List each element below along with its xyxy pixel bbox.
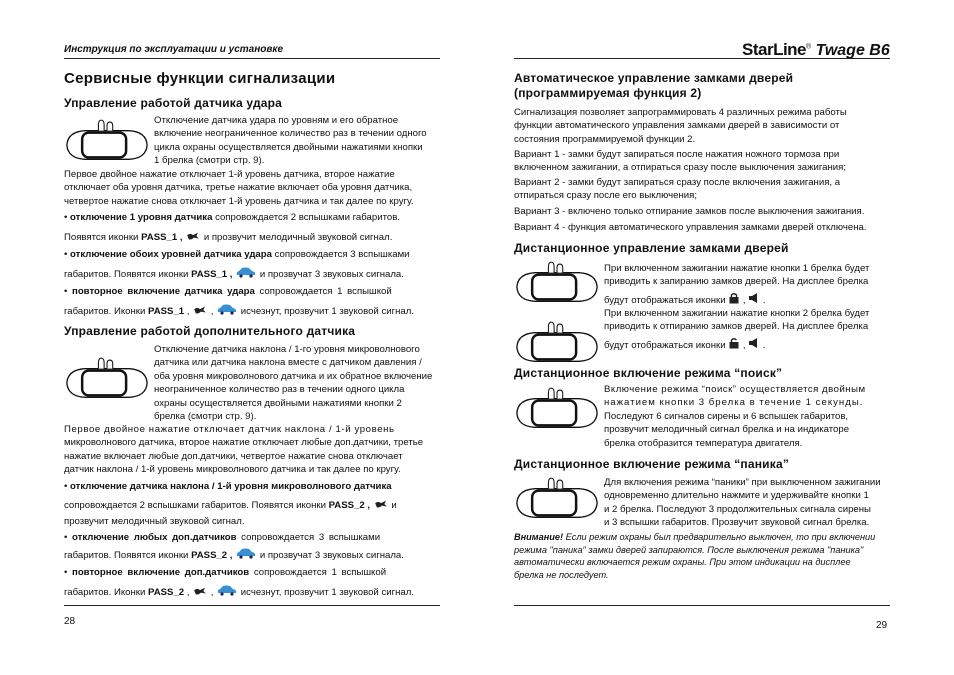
panic-mode-text: Для включения режима “паники” при выключенном зажигании одновременно длительно нажмите и удерживайте кнопки 1 и 2 брелка. Последуют 3 продолжительных сигнала сирены и 3 вспышки габаритов. Прозвучит звуковой сигнал брелка. [604,477,881,529]
hand-icon [192,586,208,596]
search-mode-text: Включение режима “поиск” осуществляется двойным нажатием кнопки 3 брелка в течение 1 секунды. Последуют 6 сигналов сирены и 6 вспышек габаритов, прозвучит мелодичный сигнал брелка и на индикаторе брелка отобразится температура двигателя. [604,384,866,449]
car-icon [216,303,238,315]
extra-bullet-2-line2: габаритов. Появятся иконки PASS_2 , и прозвучат 3 звуковых сигнала. [64,547,404,562]
right-footer-rule [514,605,890,606]
variant-3: Вариант 3 - включено только отпирание замков после выключения зажигания. [514,206,865,217]
key-fob-icon [514,382,600,444]
lock-icons-line: будут отображаться иконки , . [604,292,766,307]
unlock-icons-line: будут отображаться иконки , . [604,337,766,352]
model-name: Twage B6 [815,42,890,59]
key-fob-icon [64,350,150,416]
shock-intro: Отключение датчика удара по уровням и его обратное включение неограниченное количество раз в течении одного цикла охраны осуществляется двойными нажатиями кнопки 1 брелка (смотри стр. 9). [154,115,427,167]
shock-paragraph: Первое двойное нажатие отключает 1-й уровень датчика, второе нажатие отключает оба уровня датчика, третье нажатие включает оба уровня датчика, четвертое нажатие снова отключает 1-й уровень датчика и так далее по кругу. [64,169,414,207]
extra-sensor-heading: Управление работой дополнительного датчика [64,324,356,338]
extra-bullet-1: • отключение датчика наклона / 1-й уровня микроволнового датчика [64,481,392,492]
hand-icon [373,499,389,509]
extra-bullet-3-line2: габаритов. Иконки PASS_2 , , исчезнут, прозвучит 1 звуковой сигнал. [64,584,414,599]
extra-bullet-1-line2: сопровождается 2 вспышками габаритов. Появятся иконки PASS_2 , и [64,500,397,511]
left-footer-rule [64,605,440,606]
shock-bullet-2: • отключение обоих уровней датчика удара сопровождается 3 вспышками [64,249,410,260]
brand-name: StarLine [742,40,807,59]
hand-icon [192,305,208,315]
shock-bullet-3-line2: габаритов. Иконки PASS_1 , , исчезнут, прозвучит 1 звуковой сигнал. [64,303,414,318]
left-header-rule [64,58,440,59]
variant-4: Вариант 4 - функция автоматического управления замками дверей отключена. [514,222,867,233]
lock-text: При включенном зажигании нажатие кнопки 1 брелка будет приводить к запиранию замков дверей. На дисплее брелка [604,263,870,288]
brand-logo [742,40,890,60]
extra-intro: Отключение датчика наклона / 1-го уровня микроволнового датчика или датчика наклона вместе с датчиком давления / оба уровня микроволнового датчика и их обратное включение неограниченное количество раз в течении одного цикла охраны осуществляется двойными нажатиями кнопки 2 брелка (смотри стр. 9). [154,344,433,423]
left-page-number: 28 [64,616,76,627]
right-header-rule [514,58,890,59]
variant-1: Вариант 1 - замки будут запираться после нажатия ножного тормоза при включенном зажигании, а отпираться сразу после выключения зажигания; [514,149,847,174]
key-fob-icon [514,256,600,318]
unlock-text: При включенном зажигании нажатие кнопки 2 брелка будет приводить к отпиранию замков дверей. На дисплее брелка [604,308,870,333]
lock-icon [728,292,740,304]
car-icon [235,266,257,278]
key-fob-icon [514,472,600,534]
shock-sensor-heading: Управление работой датчика удара [64,96,283,110]
horn-icon [748,292,760,304]
panic-note: Внимание! Если режим охраны был предварительно выключен, то при включении режима "паника" замки дверей запираются. После выключения режима "паника" автоматически включается режим охраны. При этом индикации на дисплее брелка не последует. [514,532,876,580]
shock-bullet-1: • отключение 1 уровня датчика сопровождается 2 вспышками габаритов. [64,212,400,223]
left-section-title: Сервисные функции сигнализации [64,70,336,87]
car-icon [216,584,238,596]
auto-locks-heading: Автоматическое управление замками дверей (программируемая функция 2) [514,71,794,100]
car-icon [235,547,257,559]
remote-locks-heading: Дистанционное управление замками дверей [514,241,789,255]
left-header-title: Инструкция по эксплуатации и установке [64,44,284,55]
variant-2: Вариант 2 - замки будут запираться сразу после включения зажигания, а отпираться сразу после его выключения; [514,177,841,202]
extra-bullet-3: • повторное включение доп.датчиков сопровождается 1 вспышкой [64,567,387,578]
extra-paragraph: Первое двойное нажатие отключает датчик наклона / 1-й уровень микроволнового датчика, второе нажатие отключает любые доп.датчики, третье нажатие включает любые доп.датчики, четвертое нажатие снова отключает датчик наклона / 1-й уровень микроволнового датчика и так далее по кругу. [64,424,424,476]
extra-bullet-1-line3: прозвучит мелодичный звуковой сигнал. [64,516,245,527]
shock-bullet-2-line2: габаритов. Появятся иконки PASS_1 , и прозвучат 3 звуковых сигнала. [64,266,404,281]
shock-bullet-1-line2: Появятся иконки PASS_1 , и прозвучит мелодичный звуковой сигнал. [64,232,393,243]
brand-mark: ® [806,43,812,51]
right-page-number: 29 [876,620,888,631]
hand-icon [185,231,201,241]
extra-bullet-2: • отключение любых доп.датчиков сопровождается 3 вспышками [64,532,381,543]
search-mode-heading: Дистанционное включение режима “поиск” [514,366,783,380]
unlock-icon [728,337,740,349]
panic-mode-heading: Дистанционное включение режима “паника” [514,457,790,471]
auto-locks-intro: Сигнализация позволяет запрограммировать 4 различных режима работы функции автоматического управления замками дверей в зависимости от состояния программируемой функции 2. [514,107,847,145]
horn-icon [748,337,760,349]
shock-bullet-3: • повторное включение датчика удара сопровождается 1 вспышкой [64,286,392,297]
